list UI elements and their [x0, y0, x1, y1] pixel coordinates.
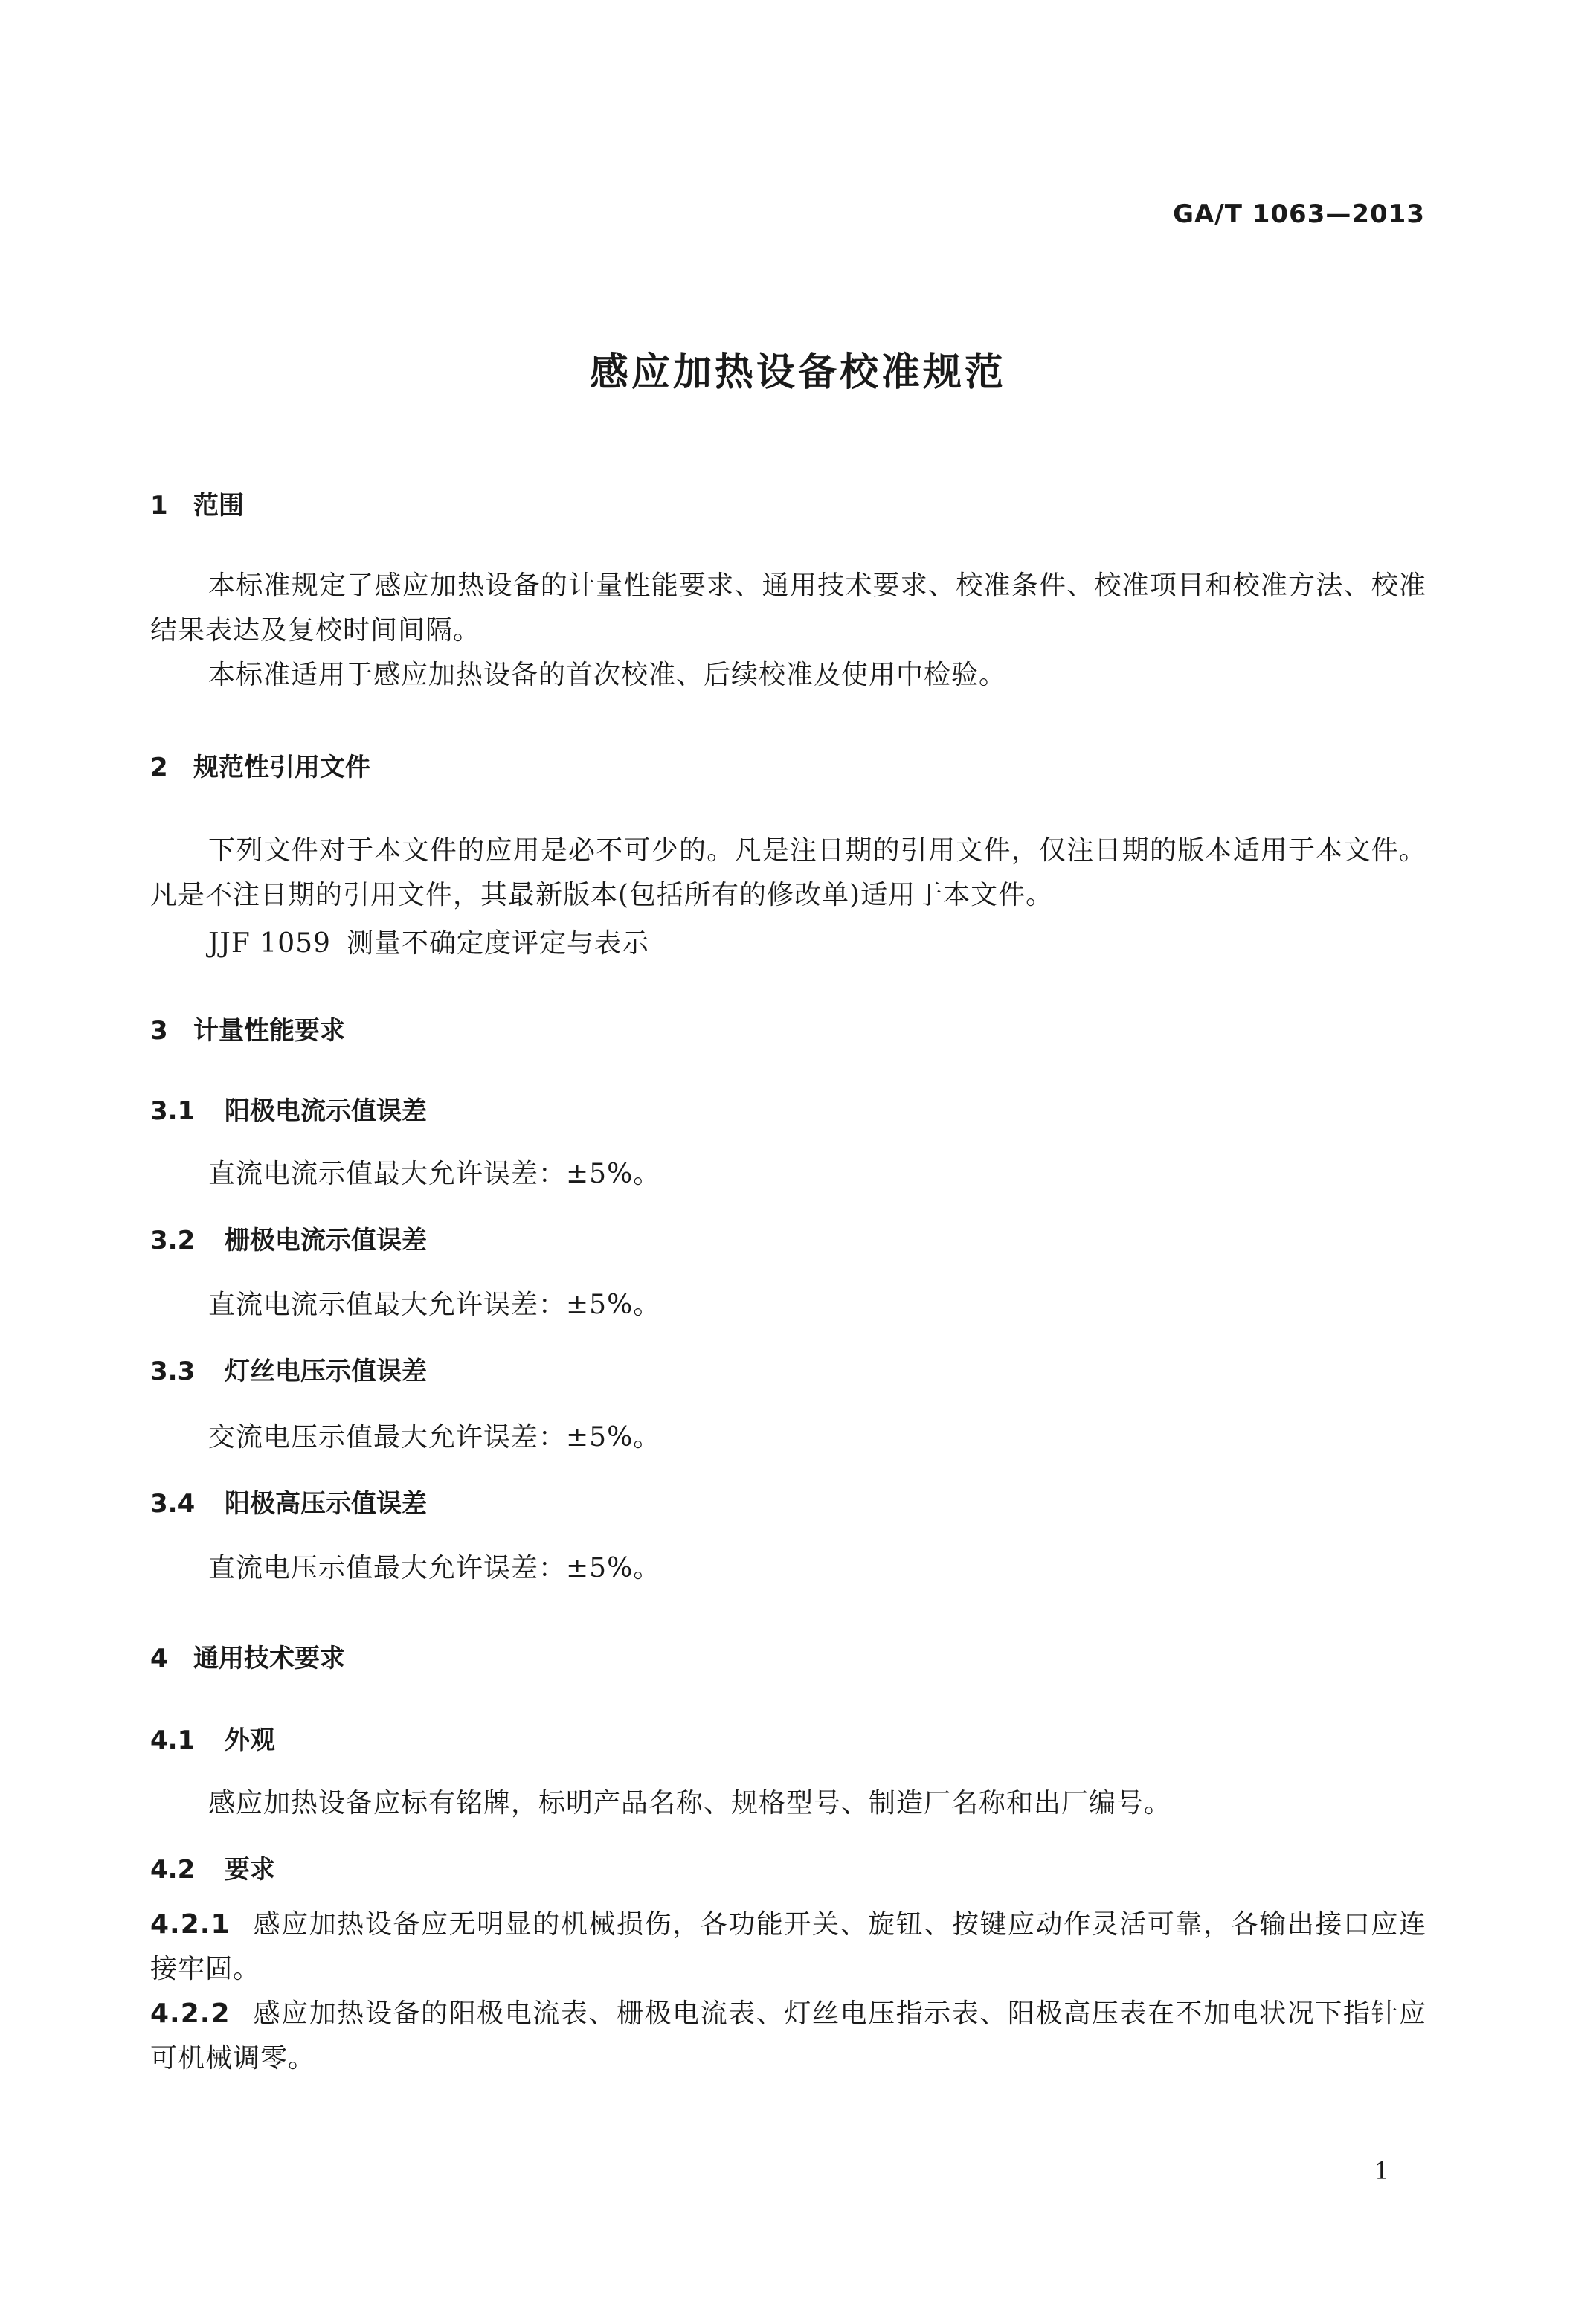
clause-number: 4.2.2 — [150, 1998, 231, 2029]
section-3-3-heading — [150, 1351, 427, 1387]
section-number: 3 — [150, 1016, 168, 1046]
normative-reference — [208, 922, 649, 960]
document-title: 感应加热设备校准规范 — [589, 350, 1006, 395]
page-number: 1 — [1374, 2157, 1389, 2185]
section-2-paragraph-1: 下列文件对于本文件的应用是必不可少的。凡是注日期的引用文件，仅注日期的版本适用于本文件。凡是不注日期的引用文件，其最新版本(包括所有的修改单)适用于本文件。 — [150, 835, 1426, 910]
section-1-paragraph-2: 本标准适用于感应加热设备的首次校准、后续校准及使用中检验。 — [208, 660, 1007, 690]
section-3-4-text: 直流电压示值最大允许误差：±5%。 — [208, 1553, 661, 1583]
section-3-2-heading — [150, 1220, 427, 1256]
clause-4-2-1 — [150, 1903, 1426, 1992]
section-4-2-heading — [150, 1849, 275, 1885]
section-number: 3.3 — [150, 1357, 196, 1386]
section-number: 4.2 — [150, 1855, 196, 1885]
section-4-1-heading — [150, 1720, 275, 1756]
clause-text: 感应加热设备的阳极电流表、栅极电流表、灯丝电压指示表、阳极高压表在不加电状况下指针应可机械调零。 — [150, 1998, 1426, 2074]
section-title: 范围 — [193, 491, 244, 521]
section-4-heading — [150, 1638, 345, 1674]
section-number: 2 — [150, 753, 168, 782]
clause-number: 4.2.1 — [150, 1909, 231, 1940]
section-title: 规范性引用文件 — [193, 753, 370, 782]
section-number: 4.1 — [150, 1725, 196, 1755]
section-number: 1 — [150, 491, 168, 521]
section-title: 通用技术要求 — [193, 1644, 345, 1673]
section-3-1-text: 直流电流示值最大允许误差：±5%。 — [208, 1159, 661, 1189]
section-3-4-heading — [150, 1483, 427, 1519]
section-title: 阳极高压示值误差 — [225, 1489, 427, 1519]
section-title: 计量性能要求 — [193, 1016, 345, 1046]
clause-4-2-2 — [150, 1992, 1426, 2081]
section-3-heading — [150, 1010, 345, 1046]
document-code: GA/T 1063—2013 — [1173, 199, 1425, 229]
section-1-heading — [150, 485, 244, 521]
section-title: 要求 — [225, 1855, 275, 1885]
section-number: 3.1 — [150, 1096, 196, 1126]
section-number: 3.4 — [150, 1489, 196, 1519]
section-4-1-text: 感应加热设备应标有铭牌，标明产品名称、规格型号、制造厂名称和出厂编号。 — [208, 1788, 1172, 1818]
section-title: 外观 — [225, 1725, 275, 1755]
section-3-2-text: 直流电流示值最大允许误差：±5%。 — [208, 1290, 661, 1320]
section-2-heading — [150, 747, 370, 783]
section-1-paragraph-1: 本标准规定了感应加热设备的计量性能要求、通用技术要求、校准条件、校准项目和校准方法、校准结果表达及复校时间间隔。 — [150, 570, 1426, 646]
section-3-1-heading — [150, 1090, 427, 1127]
clause-text: 感应加热设备应无明显的机械损伤，各功能开关、旋钮、按键应动作灵活可靠，各输出接口应连接牢固。 — [150, 1909, 1426, 1984]
reference-code: JJF 1059 — [208, 928, 331, 959]
section-number: 3.2 — [150, 1226, 196, 1255]
section-title: 栅极电流示值误差 — [225, 1226, 427, 1255]
section-3-3-text: 交流电压示值最大允许误差：±5%。 — [208, 1422, 661, 1453]
section-title: 灯丝电压示值误差 — [225, 1357, 427, 1386]
section-title: 阳极电流示值误差 — [225, 1096, 427, 1126]
section-number: 4 — [150, 1644, 168, 1673]
reference-title: 测量不确定度评定与表示 — [347, 928, 650, 959]
